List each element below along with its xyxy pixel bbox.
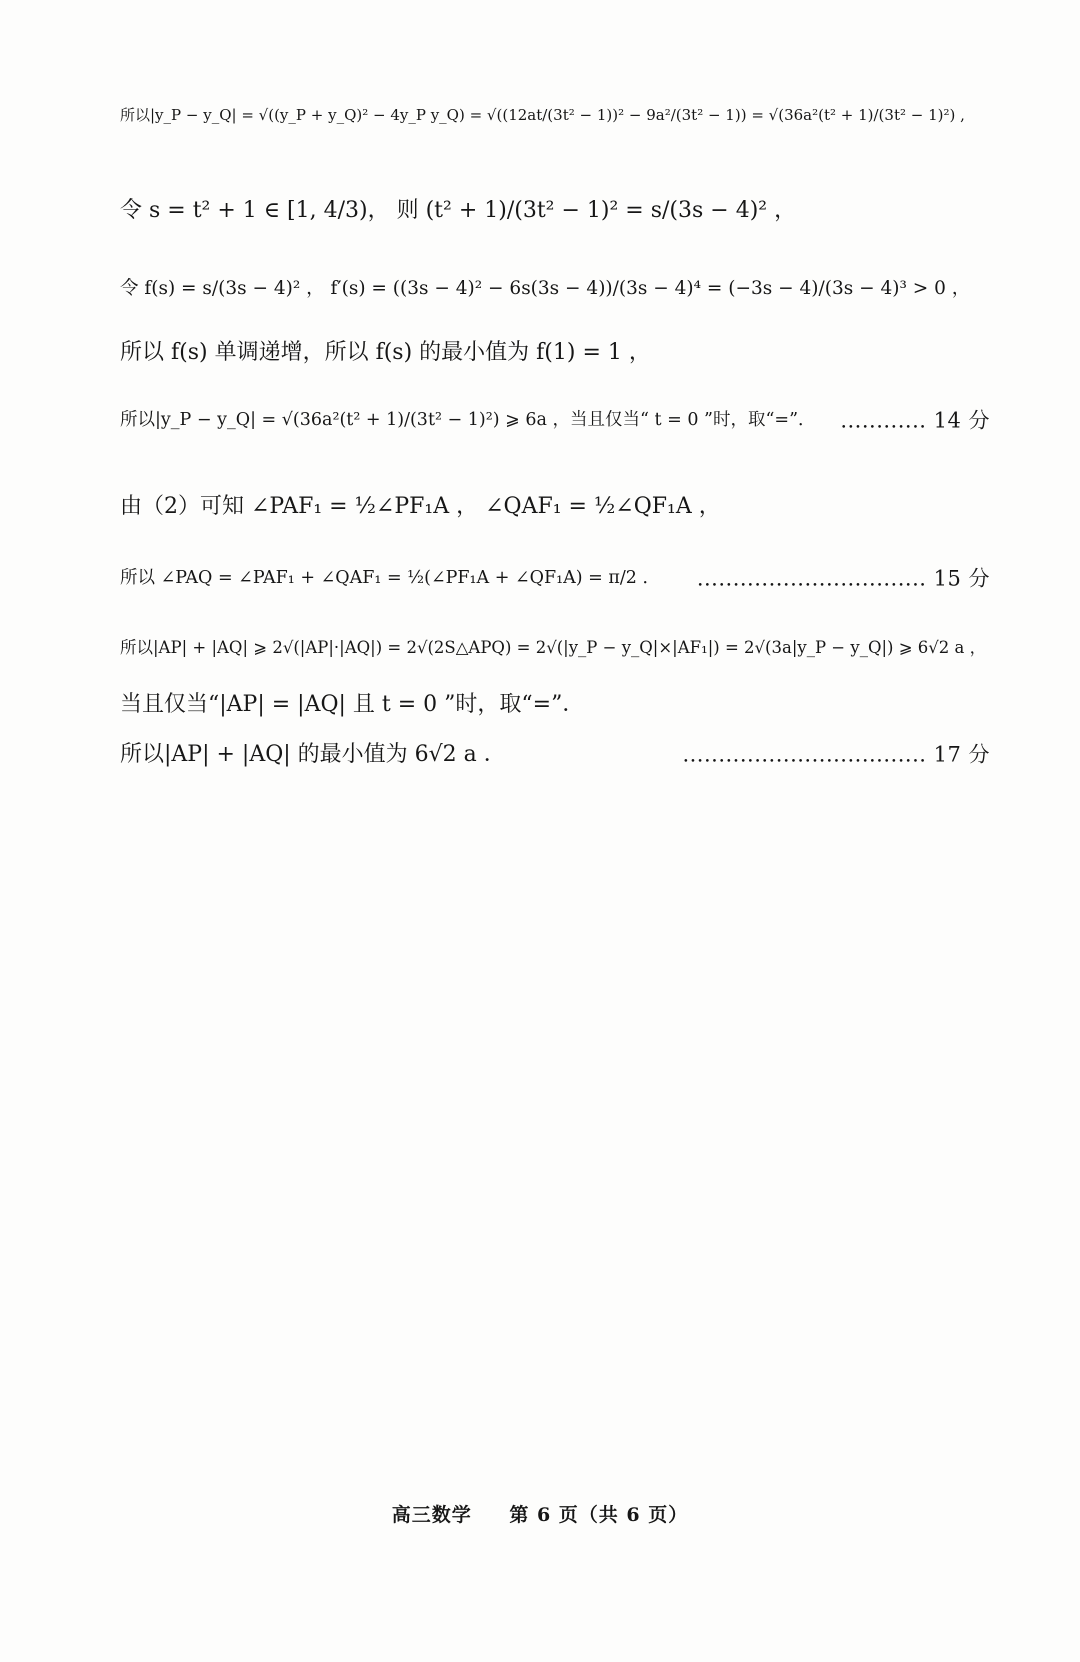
score-17: .................................. 17 分: [682, 742, 990, 767]
line-text: 所以|y_P − y_Q| = √((y_P + y_Q)² − 4y_P y_Q) = √((12at/(3t² − 1))² − 9a²/(3t² − 1)) = √(36a²(t² + 1)/(3t² − 1)²) ,: [120, 106, 965, 124]
line-text: 所以 ∠PAQ = ∠PAF₁ + ∠QAF₁ = ½(∠PF₁A + ∠QF₁A) = π/2 ．: [120, 568, 661, 588]
line-text: 令 s = t² + 1 ∈ [1, 4/3)， 则 (t² + 1)/(3t² − 1)² = s/(3s − 4)² ，: [120, 198, 797, 223]
solution-line-10: [120, 744, 990, 766]
solution-line-2: [120, 200, 990, 222]
footer-page-number: 第 6 页（共 6 页）: [509, 1504, 689, 1526]
line-text: 由（2）可知 ∠PAF₁ = ½∠PF₁A ， ∠QAF₁ = ½∠QF₁A ，: [120, 494, 721, 519]
footer-subject: 高三数学: [391, 1504, 472, 1526]
solution-line-5: [120, 408, 990, 433]
solution-line-6: [120, 496, 990, 518]
line-text: 所以|AP| + |AQ| ⩾ 2√(|AP|·|AQ|) = 2√(2S△APQ) = 2√(|y_P − y_Q|×|AF₁|) = 2√(3a|y_P − y_Q|) ⩾ 6√2 a ，: [120, 638, 987, 657]
line-text: 令 f(s) = s/(3s − 4)² ， f′(s) = ((3s − 4)² − 6s(3s − 4))/(3s − 4)⁴ = (−3s − 4)/(3s − 4)³ > 0 ，: [120, 278, 971, 299]
line-text: 所以 f(s) 单调递增，所以 f(s) 的最小值为 f(1) = 1 ，: [120, 340, 651, 365]
solution-line-1: [120, 108, 990, 123]
score-15: ................................ 15 分: [696, 566, 990, 591]
solution-line-3: [120, 280, 990, 299]
page-footer: [0, 1500, 1080, 1527]
line-text: 所以|AP| + |AQ| 的最小值为 6√2 a ．: [120, 742, 506, 767]
solution-line-8: [120, 640, 990, 657]
solution-line-7: [120, 566, 990, 591]
line-text: 所以|y_P − y_Q| = √(36a²(t² + 1)/(3t² − 1)²) ⩾ 6a ，当且仅当“ t = 0 ”时，取“=”．: [120, 410, 816, 430]
line-text: 当且仅当“|AP| = |AQ| 且 t = 0 ”时，取“=”．: [120, 692, 585, 717]
solution-line-4: [120, 342, 990, 364]
solution-line-9: [120, 694, 990, 716]
score-14: ............ 14 分: [840, 408, 990, 433]
